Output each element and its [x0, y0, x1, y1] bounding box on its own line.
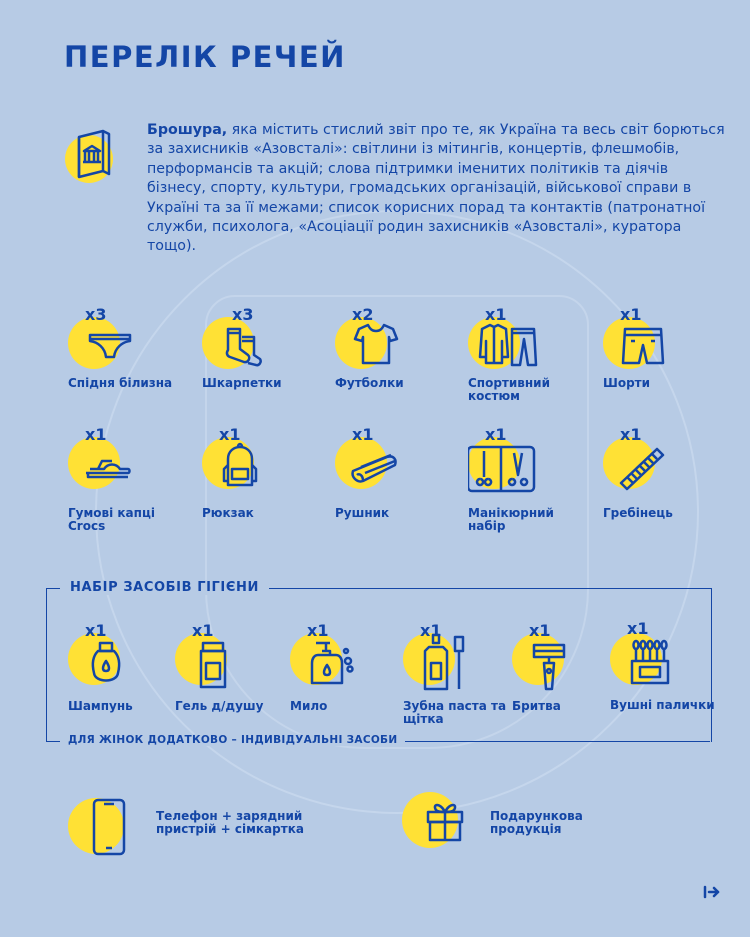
item-label: Бритва	[512, 699, 561, 713]
hygiene-footer: ДЛЯ ЖІНОК ДОДАТКОВО – ІНДИВІДУАЛЬНІ ЗАСОБИ	[60, 734, 405, 746]
item-label: Мило	[290, 699, 328, 713]
item-count: x1	[420, 621, 442, 640]
item-count: x1	[485, 305, 507, 324]
item-count: x1	[485, 425, 507, 444]
item-label: Рушник	[335, 506, 390, 520]
intro-lead: Брошура,	[147, 122, 228, 138]
item-count: x1	[307, 621, 329, 640]
item-count: x2	[352, 305, 374, 324]
item-label: Манікюрний набір	[468, 506, 554, 533]
item-count: x1	[627, 619, 649, 638]
extra-phone	[68, 790, 304, 864]
extra-gift	[400, 790, 583, 864]
item-count: x1	[85, 621, 107, 640]
item-label: Зубна паста та щітка	[403, 699, 507, 726]
phone-icon	[68, 790, 138, 860]
item-label: Шорти	[603, 376, 651, 390]
item-label: Вушні палички	[610, 698, 715, 712]
next-page-arrow-icon[interactable]	[703, 884, 721, 903]
item-label: Гель д/душу	[175, 699, 264, 713]
manicure-set-icon	[468, 425, 548, 499]
item-label: Шампунь	[68, 699, 133, 713]
item-label: Гумові капці Crocs	[68, 506, 155, 533]
item-count: x3	[232, 305, 254, 324]
item-count: x1	[219, 425, 241, 444]
item-count: x1	[529, 621, 551, 640]
item-label: Спортивний костюм	[468, 376, 550, 403]
item-label: Шкарпетки	[202, 376, 282, 390]
brochure-icon	[65, 125, 125, 189]
item-label: Рюкзак	[202, 506, 254, 520]
hygiene-title: НАБІР ЗАСОБІВ ГІГІЄНИ	[60, 580, 269, 595]
item-label: Футболки	[335, 376, 404, 390]
gift-icon	[400, 790, 470, 860]
item-count: x1	[192, 621, 214, 640]
item-count: x1	[352, 425, 374, 444]
intro-body: яка містить стислий звіт про те, як Україна та весь світ борються за захисників «Азовсталі»: світлини із мітингів, концертів, флешмобів, перформансів та акцій; слова підтримки іменитих політиків та діячів бізнесу, спорту, культури, громадських організацій, військової справи в Україні та за її межами; список корисних порад та контактів (патронатної служби, психолога, «Асоціації родин захисників «Азовсталі», куратора тощо).	[147, 122, 725, 255]
item-count: x1	[85, 425, 107, 444]
tracksuit-icon	[468, 305, 548, 379]
extra-label: Подарункова продукція	[490, 809, 583, 836]
page-title: ПЕРЕЛІК РЕЧЕЙ	[64, 40, 346, 74]
item-label: Спідня білизна	[68, 376, 173, 390]
item-count: x3	[85, 305, 107, 324]
item-count: x1	[620, 425, 642, 444]
item-label: Гребінець	[603, 506, 673, 520]
extra-label: Телефон + зарядний пристрій + сімкартка	[156, 809, 304, 836]
item-count: x1	[620, 305, 642, 324]
intro-text	[147, 121, 727, 257]
